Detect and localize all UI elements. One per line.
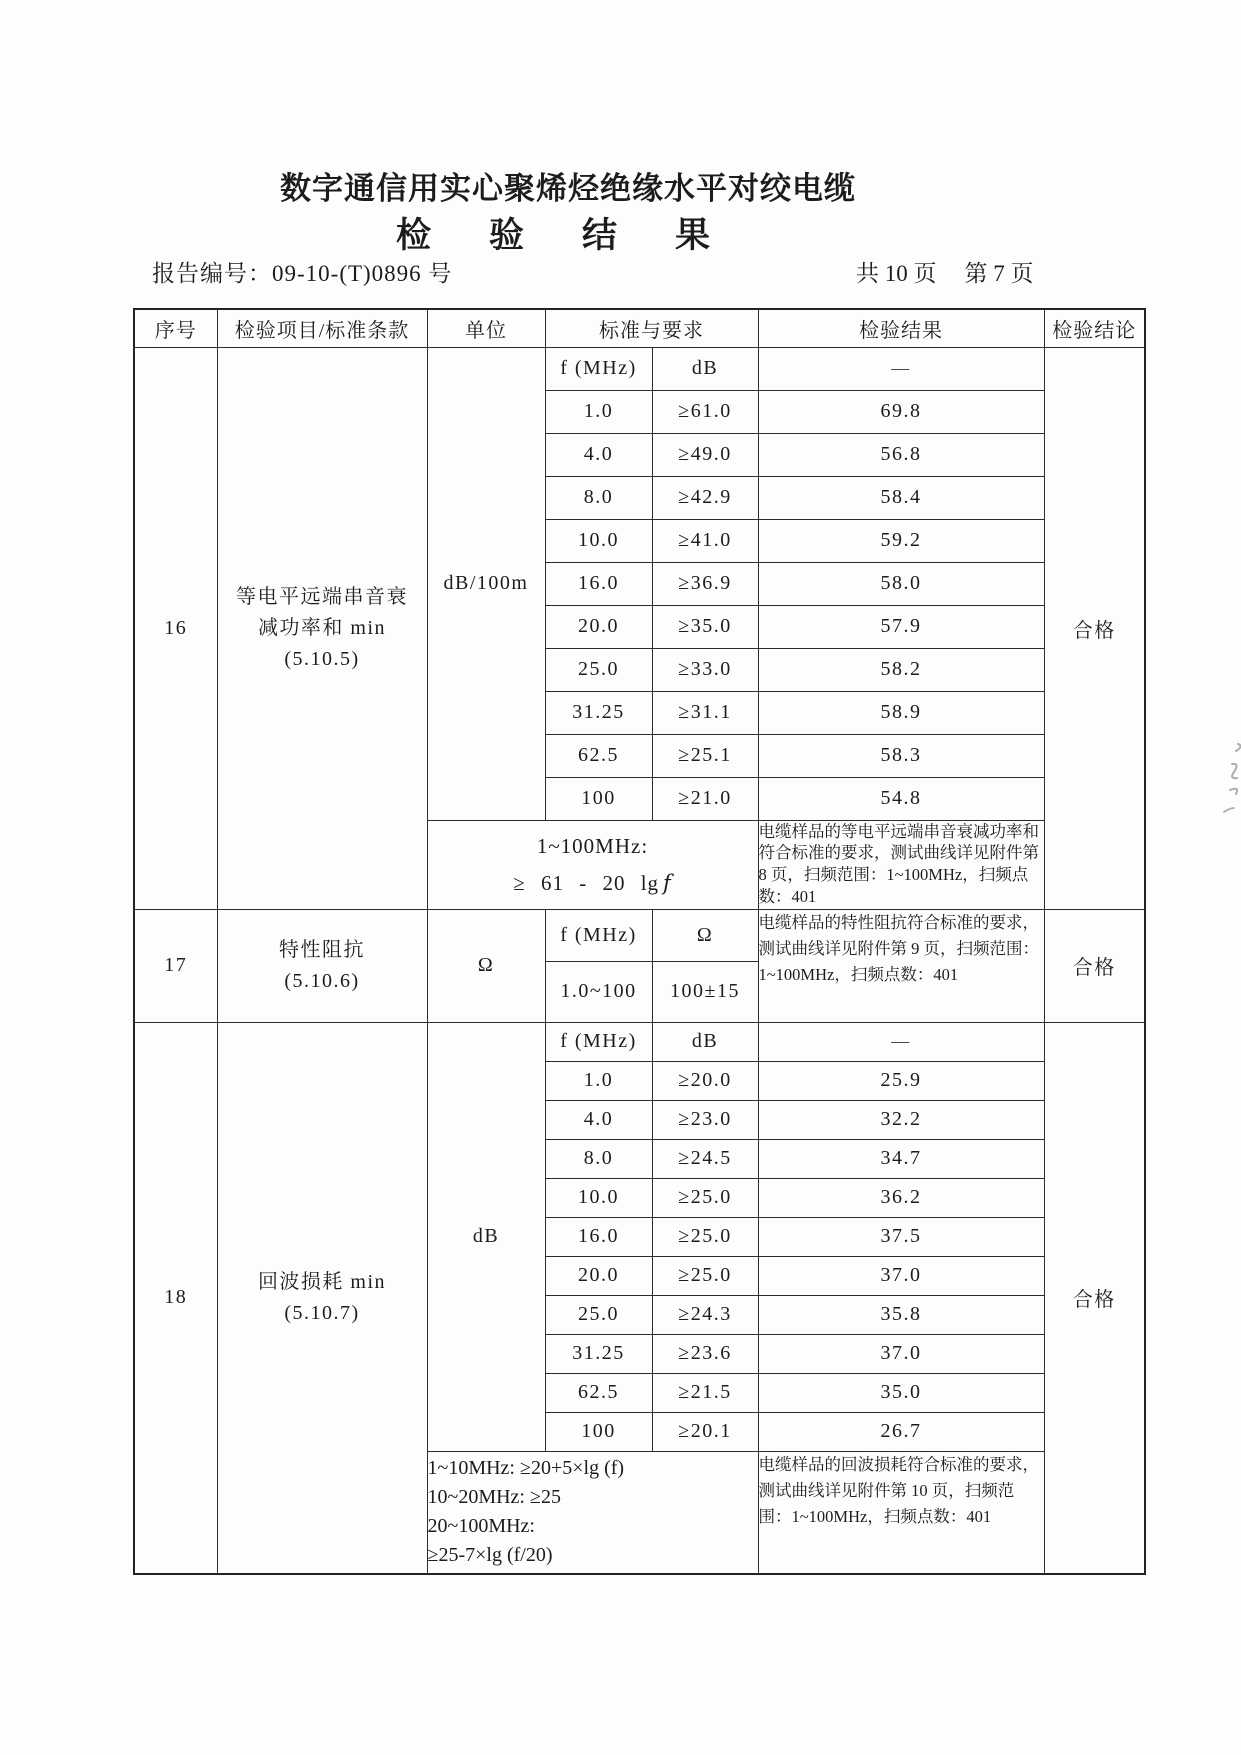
result-cell: 35.8 [758,1295,1044,1334]
formula-line [428,865,758,902]
frequency-header-cell: f (MHz) [545,347,652,390]
conclusion-cell: 合格 [1044,347,1145,909]
item-line: 减功率和 min [257,616,387,639]
result-cell: 58.3 [758,734,1044,777]
results-table [133,308,1146,1575]
item-cell [217,1022,427,1574]
formula-line: 1~100MHz: [536,833,649,858]
formula-line: 1~10MHz: ≥20+5×lg (f) [427,1457,625,1480]
limit-cell: ≥21.0 [652,777,758,820]
limit-header-cell: dB [652,347,758,390]
formula-expression: ≥ 61 - 20 lg [513,870,660,895]
column-header: 标准与要求 [545,309,758,347]
result-cell: 58.9 [758,691,1044,734]
frequency-cell: 62.5 [545,734,652,777]
result-note-cell: 电缆样品的回波损耗符合标准的要求，测试曲线详见附件第 10 页，扫频范围：1~100MHz，扫频点数：401 [758,1451,1044,1574]
result-cell: 35.0 [758,1373,1044,1412]
limit-cell: ≥24.3 [652,1295,758,1334]
conclusion-cell: 合格 [1044,909,1145,1022]
frequency-header-cell: f (MHz) [545,1022,652,1061]
result-cell: 37.5 [758,1217,1044,1256]
document-subtitle: 检验结果 [396,216,769,255]
frequency-cell: 4.0 [545,1100,652,1139]
item-line: 回波损耗 min [257,1270,387,1293]
limit-cell: ≥23.0 [652,1100,758,1139]
frequency-cell: 31.25 [545,691,652,734]
unit-cell: Ω [427,909,545,1022]
result-cell: 58.2 [758,648,1044,691]
result-header-cell: — [758,1022,1044,1061]
limit-cell: ≥61.0 [652,390,758,433]
limit-cell: ≥20.1 [652,1412,758,1451]
item-cell [217,347,427,909]
result-cell: 54.8 [758,777,1044,820]
result-cell: 36.2 [758,1178,1044,1217]
report-number-label: 报告编号： [152,261,272,286]
result-cell: 69.8 [758,390,1044,433]
limit-cell: ≥42.9 [652,476,758,519]
limit-cell: ≥24.5 [652,1139,758,1178]
limit-cell: ≥21.5 [652,1373,758,1412]
limit-cell: ≥35.0 [652,605,758,648]
result-cell: 32.2 [758,1100,1044,1139]
limit-cell: ≥23.6 [652,1334,758,1373]
frequency-cell: 100 [545,1412,652,1451]
column-header: 检验项目/标准条款 [217,309,427,347]
conclusion-cell: 合格 [1044,1022,1145,1574]
frequency-cell: 25.0 [545,648,652,691]
result-cell: 56.8 [758,433,1044,476]
limit-cell: ≥20.0 [652,1061,758,1100]
frequency-cell: 16.0 [545,1217,652,1256]
report-number-value: 09-10-(T)0896 号 [272,261,453,286]
frequency-cell: 31.25 [545,1334,652,1373]
frequency-cell: 1.0 [545,1061,652,1100]
frequency-cell: 1.0~100 [545,961,652,1022]
frequency-cell: 8.0 [545,476,652,519]
limit-cell: 100±15 [652,961,758,1022]
limit-cell: ≥41.0 [652,519,758,562]
column-header: 单位 [427,309,545,347]
result-cell: 25.9 [758,1061,1044,1100]
result-cell: 57.9 [758,605,1044,648]
result-note-cell: 电缆样品的等电平远端串音衰减功率和符合标准的要求，测试曲线详见附件第 8 页，扫频范围：1~100MHz，扫频点数：401 [758,820,1044,909]
frequency-cell: 10.0 [545,1178,652,1217]
document-title: 数字通信用实心聚烯烃绝缘水平对绞电缆 [280,171,856,206]
result-cell: 26.7 [758,1412,1044,1451]
pagination [856,255,1034,288]
column-header: 检验结论 [1044,309,1145,347]
unit-cell: dB [427,1022,545,1451]
page-total: 共 10 页 [856,261,937,286]
formula-line: ≥25-7×lg (f/20) [427,1544,553,1567]
result-cell: 58.0 [758,562,1044,605]
formula-line: 10~20MHz: ≥25 [427,1486,561,1509]
result-cell: 37.0 [758,1334,1044,1373]
page-current: 第 7 页 [964,261,1034,286]
item-line: 等电平远端串音衰 [236,585,408,608]
limit-cell: ≥25.1 [652,734,758,777]
limit-cell: ≥25.0 [652,1256,758,1295]
formula-line: 20~100MHz: [427,1515,535,1538]
result-note-cell: 电缆样品的特性阻抗符合标准的要求，测试曲线详见附件第 9 页，扫频范围：1~100MHz，扫频点数：401 [758,909,1044,1022]
item-line: (5.10.7) [284,1301,360,1324]
result-cell: 37.0 [758,1256,1044,1295]
result-cell: 34.7 [758,1139,1044,1178]
frequency-cell: 16.0 [545,562,652,605]
unit-cell: dB/100m [427,347,545,820]
column-header: 检验结果 [758,309,1044,347]
handwritten-margin-marks [1218,738,1241,828]
limit-cell: ≥49.0 [652,433,758,476]
frequency-cell: 100 [545,777,652,820]
limit-cell: ≥31.1 [652,691,758,734]
frequency-cell: 4.0 [545,433,652,476]
frequency-cell: 8.0 [545,1139,652,1178]
result-cell: 58.4 [758,476,1044,519]
limit-cell: ≥25.0 [652,1178,758,1217]
sequence-cell: 16 [134,347,217,909]
frequency-cell: 25.0 [545,1295,652,1334]
sequence-cell: 17 [134,909,217,1022]
frequency-cell: 20.0 [545,1256,652,1295]
limit-cell: ≥25.0 [652,1217,758,1256]
formula-cell [427,1451,758,1574]
limit-header-cell: dB [652,1022,758,1061]
frequency-header-cell: f (MHz) [545,909,652,961]
result-cell: 59.2 [758,519,1044,562]
item-cell [217,909,427,1022]
frequency-cell: 20.0 [545,605,652,648]
item-line: 特性阻抗 [279,938,365,961]
report-number-line [152,255,452,288]
limit-cell: ≥36.9 [652,562,758,605]
limit-cell: ≥33.0 [652,648,758,691]
frequency-cell: 62.5 [545,1373,652,1412]
item-line: (5.10.6) [284,969,360,992]
limit-header-cell: Ω [652,909,758,961]
formula-cell [427,820,758,909]
formula-variable: f [663,870,672,895]
column-header: 序号 [134,309,217,347]
result-header-cell: — [758,347,1044,390]
frequency-cell: 10.0 [545,519,652,562]
frequency-cell: 1.0 [545,390,652,433]
item-line: (5.10.5) [284,647,360,670]
sequence-cell: 18 [134,1022,217,1574]
